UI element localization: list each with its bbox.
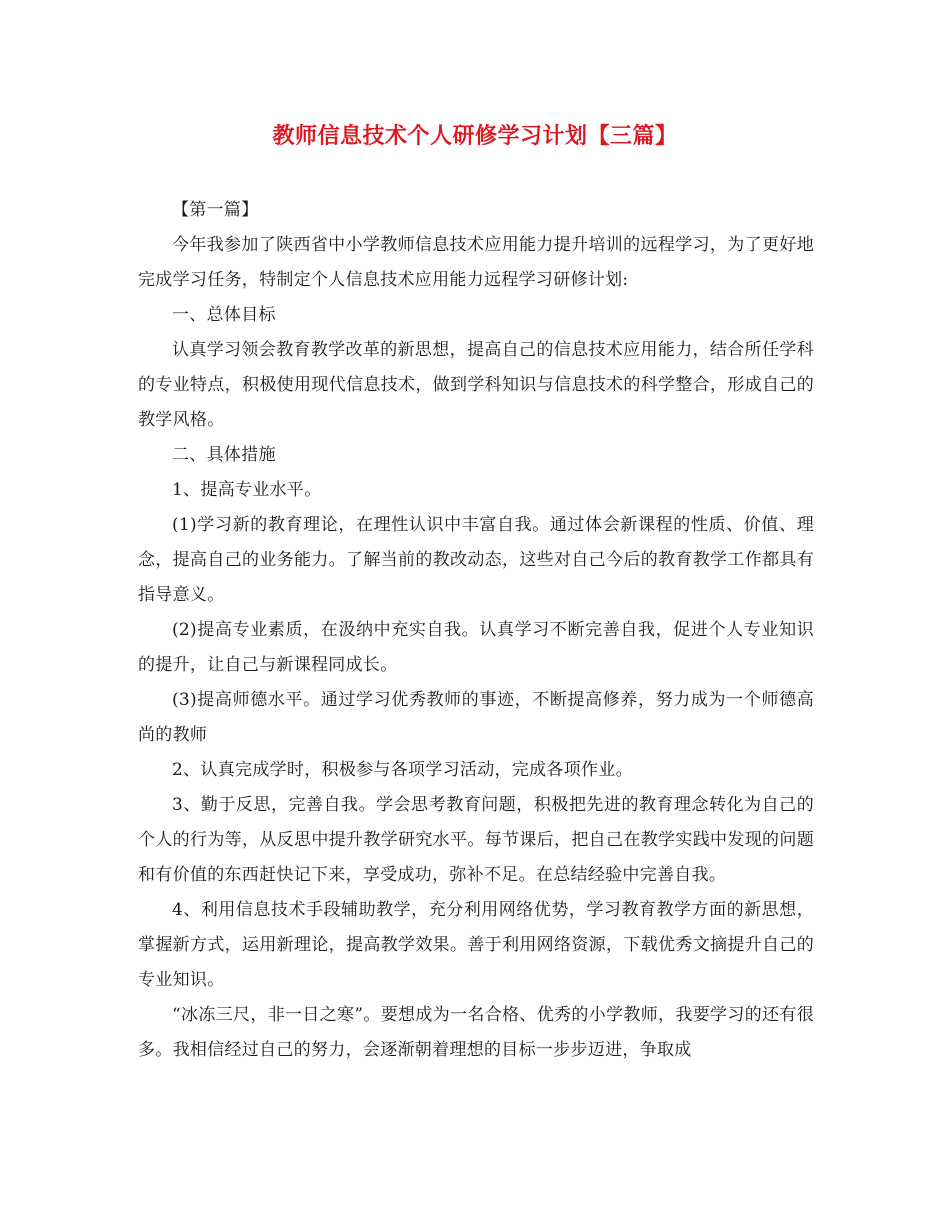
document-body [138, 193, 814, 1068]
section-heading-overall-goal: 一、总体目标 [172, 305, 276, 325]
list-item-3: 3、勤于反思，完善自我。学会思考教育问题，积极把先进的教育理念转化为自己的个人的行为等，从反思中提升教学研究水平。每节课后，把自己在教学实践中发现的问题和有价值的东西赶快记下来，享受成功，弥补不足。在总结经验中完善自我。 [138, 795, 814, 885]
list-item-4: 4、利用信息技术手段辅助教学，充分利用网络优势，学习教育教学方面的新思想，掌握新方式，运用新理论，提高教学效果。善于利用网络资源，下载优秀文摘提升自己的专业知识。 [138, 900, 814, 990]
paragraph-overall-goal: 认真学习领会教育教学改革的新思想，提高自己的信息技术应用能力，结合所任学科的专业特点，积极使用现代信息技术，做到学科知识与信息技术的科学整合，形成自己的教学风格。 [138, 340, 814, 430]
list-item-1: 1、提高专业水平。 [172, 480, 322, 500]
paragraph-closing: “冰冻三尺，非一日之寒”。要想成为一名合格、优秀的小学教师，我要学习的还有很多。我相信经过自己的努力，会逐渐朝着理想的目标一步步迈进，争取成 [138, 1005, 814, 1060]
document-title: 教师信息技术个人研修学习计划【三篇】 [272, 123, 678, 149]
list-item-1-3: (3)提高师德水平。通过学习优秀教师的事迹，不断提高修养，努力成为一个师德高尚的教师 [138, 690, 814, 745]
list-item-1-1: (1)学习新的教育理论，在理性认识中丰富自我。通过体会新课程的性质、价值、理念，提高自己的业务能力。了解当前的教改动态，这些对自己今后的教育教学工作都具有指导意义。 [138, 515, 814, 605]
list-item-1-2: (2)提高专业素质，在汲纳中充实自我。认真学习不断完善自我，促进个人专业知识的提升，让自己与新课程同成长。 [138, 620, 814, 675]
list-item-2: 2、认真完成学时，积极参与各项学习活动，完成各项作业。 [172, 760, 633, 780]
section-heading-measures: 二、具体措施 [172, 445, 276, 465]
paragraph-intro: 今年我参加了陕西省中小学教师信息技术应用能力提升培训的远程学习，为了更好地完成学习任务，特制定个人信息技术应用能力远程学习研修计划: [138, 235, 814, 290]
section-heading-part-one: 【第一篇】 [172, 200, 259, 220]
